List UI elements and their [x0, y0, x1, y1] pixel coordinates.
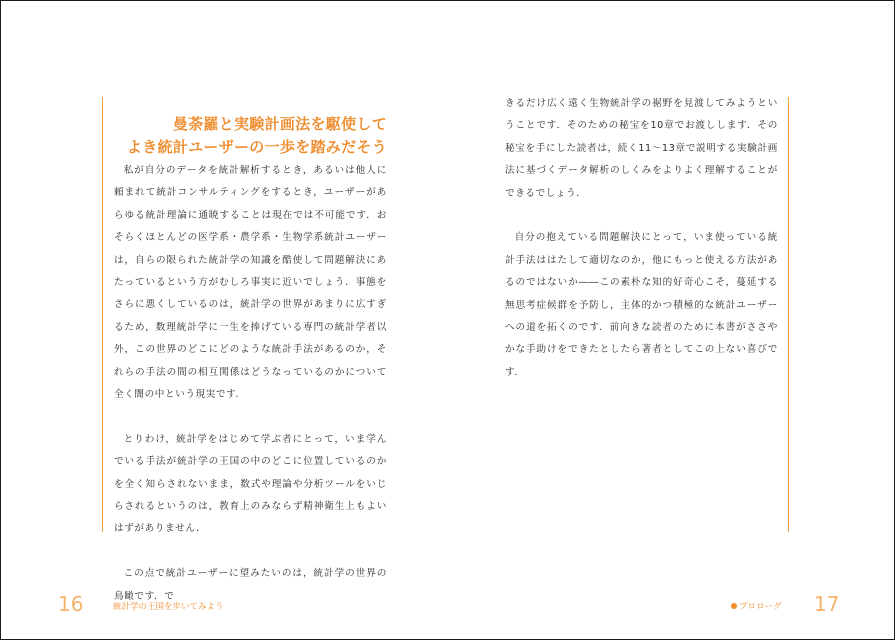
paragraph-4: 自分の抱えている問題解決にとって，いま使っている統計手法ははたして適切なのか，他にもっと使える方法があるのではないか――この素朴な知的好奇心こそ，蔓延する無思考症候群を予防し，主体的かつ積極的な統計ユーザーへの道を拓くのです．前向きな読者のために本書がささやかな手助けをできたとしたら著者としてこの上ない喜びです． [505, 232, 778, 378]
paragraph-2: とりわけ，統計学をはじめて学ぶ者にとって，いま学んでいる手法が統計学の王国の中のどこに位置しているのかを全く知らされないまま，数式や理論や分析ツールをいじらされるというのは，教育上のみならず精神衛生上もよいはずがありません． [114, 433, 387, 535]
paragraph-3: この点で統計ユーザーに望みたいのは，統計学の世界の鳥瞰です．で [114, 568, 387, 602]
running-head-right [731, 600, 782, 612]
heading-line-1: 曼荼羅と実験計画法を駆使して [172, 115, 387, 133]
right-body-column [505, 93, 778, 384]
running-head-left: 統計学の王国を歩いてみよう [113, 602, 224, 612]
page-number-left: 16 [58, 592, 84, 616]
bullet-dot-icon [731, 603, 737, 609]
page-number-right: 17 [814, 592, 840, 616]
heading-line-2: よき統計ユーザーの一歩を踏みだそう [126, 138, 387, 156]
paragraph-continued: きるだけ広く遠く生物統計学の裾野を見渡してみようということです．そのための秘宝を10章でお渡しします．その秘宝を手にした読者は，続く11～13章で説明する実験計画法に基づくデータ解析のしくみをよりよく理解することができるでしょう． [505, 98, 778, 199]
right-margin-rule [788, 97, 789, 532]
running-head-right-label: プロローグ [739, 602, 782, 612]
left-margin-rule [102, 97, 103, 532]
left-body-column [114, 160, 387, 608]
section-heading [127, 113, 387, 159]
paragraph-1: 私が自分のデータを統計解析するとき，あるいは他人に頼まれて統計コンサルティングをするとき，ユーザーがあらゆる統計理論に通暁することは現在では不可能です．おそらくほとんどの医学系・農学系・生物学系統計ユーザーは，自らの限られた統計学の知識を酷使して問題解決にあたっているという方がむしろ事実に近いでしょう．事態をさらに悪くしているのは，統計学の世界があまりに広すぎるため，数理統計学に一生を捧げている専門の統計学者以外，この世界のどこにどのような統計手法があるのか，それらの手法の間の相互関係はどうなっているのかについて全く闇の中という現実です． [114, 165, 387, 401]
